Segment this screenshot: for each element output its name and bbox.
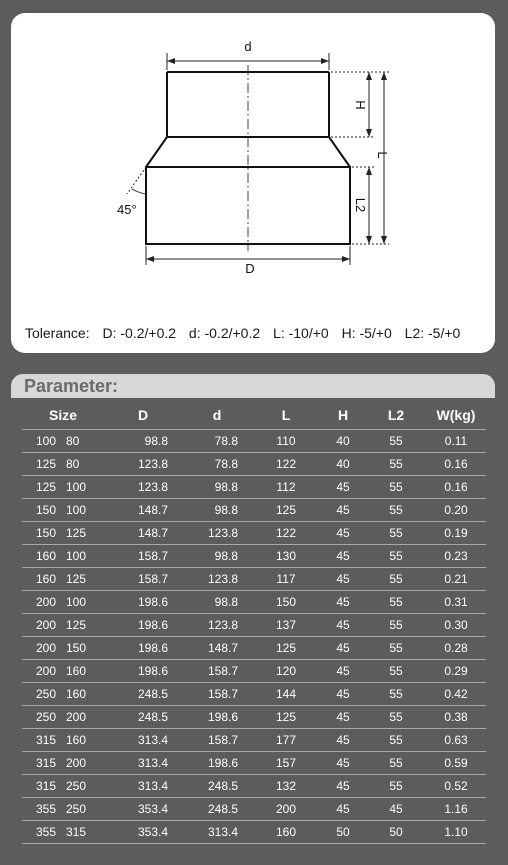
cell-size-small: 125 — [66, 572, 87, 586]
cell-L2: 55 — [366, 752, 426, 775]
cell-size-large: 200 — [36, 595, 57, 609]
parameter-header-bar — [11, 374, 495, 398]
cell-size — [22, 775, 104, 798]
table-row — [22, 660, 486, 683]
cell-L: 160 — [252, 821, 320, 844]
cell-L2: 55 — [366, 499, 426, 522]
cell-size-small: 200 — [66, 710, 87, 724]
cell-d: 98.8 — [182, 476, 252, 499]
table-row — [22, 545, 486, 568]
cell-size-small: 160 — [66, 687, 87, 701]
cell-d: 248.5 — [182, 775, 252, 798]
cell-size — [22, 798, 104, 821]
cell-H: 45 — [320, 522, 366, 545]
table-row — [22, 476, 486, 499]
cell-size-large: 160 — [36, 549, 57, 563]
cell-L: 132 — [252, 775, 320, 798]
cell-d: 98.8 — [182, 545, 252, 568]
cell-D: 313.4 — [104, 775, 182, 798]
cell-size — [22, 706, 104, 729]
cell-L2: 55 — [366, 775, 426, 798]
cell-weight: 0.38 — [426, 706, 486, 729]
cell-size-large: 100 — [36, 434, 57, 448]
cell-size-large: 355 — [36, 802, 57, 816]
cell-L: 125 — [252, 499, 320, 522]
cell-d: 158.7 — [182, 683, 252, 706]
cell-size — [22, 499, 104, 522]
cell-weight: 0.52 — [426, 775, 486, 798]
cell-D: 313.4 — [104, 752, 182, 775]
cell-L: 157 — [252, 752, 320, 775]
cell-L2: 45 — [366, 798, 426, 821]
cell-weight: 0.29 — [426, 660, 486, 683]
cell-size-small: 80 — [66, 457, 80, 471]
cell-H: 45 — [320, 660, 366, 683]
header-d: d — [182, 401, 252, 430]
parameter-table — [22, 401, 486, 844]
cell-size-small: 100 — [66, 549, 87, 563]
tolerance-label: Tolerance: — [25, 325, 90, 341]
cell-weight: 0.20 — [426, 499, 486, 522]
cell-size — [22, 568, 104, 591]
cell-size-large: 200 — [36, 641, 57, 655]
cell-weight: 0.59 — [426, 752, 486, 775]
cell-weight: 0.42 — [426, 683, 486, 706]
table-row — [22, 752, 486, 775]
cell-size-small: 100 — [66, 595, 87, 609]
cell-weight: 0.16 — [426, 476, 486, 499]
cell-D: 148.7 — [104, 499, 182, 522]
cell-H: 45 — [320, 775, 366, 798]
cell-D: 158.7 — [104, 568, 182, 591]
cell-L2: 55 — [366, 591, 426, 614]
cell-d: 158.7 — [182, 660, 252, 683]
cell-L2: 55 — [366, 453, 426, 476]
drawing-card — [11, 13, 495, 353]
cell-H: 40 — [320, 453, 366, 476]
cell-H: 45 — [320, 614, 366, 637]
table-row — [22, 683, 486, 706]
cell-size-small: 125 — [66, 618, 87, 632]
cell-H: 45 — [320, 798, 366, 821]
tolerance-L2: L2: -5/+0 — [404, 325, 461, 341]
cell-L: 122 — [252, 453, 320, 476]
cell-d: 78.8 — [182, 430, 252, 453]
cell-weight: 1.10 — [426, 821, 486, 844]
cell-D: 353.4 — [104, 821, 182, 844]
cell-size-small: 160 — [66, 664, 87, 678]
parameter-title: Parameter: — [24, 376, 119, 396]
cell-L2: 55 — [366, 476, 426, 499]
cell-L2: 55 — [366, 568, 426, 591]
cell-weight: 0.31 — [426, 591, 486, 614]
table-header-row — [22, 401, 486, 430]
cell-size — [22, 430, 104, 453]
cell-L: 120 — [252, 660, 320, 683]
cell-H: 45 — [320, 499, 366, 522]
cell-D: 353.4 — [104, 798, 182, 821]
cell-size-large: 160 — [36, 572, 57, 586]
cell-weight: 0.11 — [426, 430, 486, 453]
label-d: d — [244, 39, 252, 54]
cell-L: 200 — [252, 798, 320, 821]
cell-d: 313.4 — [182, 821, 252, 844]
cell-D: 98.8 — [104, 430, 182, 453]
cell-size — [22, 683, 104, 706]
cell-D: 313.4 — [104, 729, 182, 752]
cell-D: 198.6 — [104, 591, 182, 614]
table-row — [22, 637, 486, 660]
header-H: H — [320, 401, 366, 430]
cell-L: 117 — [252, 568, 320, 591]
cell-H: 45 — [320, 729, 366, 752]
label-L2: L2 — [353, 197, 368, 213]
cell-d: 198.6 — [182, 752, 252, 775]
cell-size — [22, 637, 104, 660]
cell-size — [22, 591, 104, 614]
table-body — [22, 430, 486, 844]
cell-size-large: 200 — [36, 618, 57, 632]
cell-size-large: 315 — [36, 733, 57, 747]
cell-D: 123.8 — [104, 453, 182, 476]
header-D: D — [104, 401, 182, 430]
header-L2: L2 — [366, 401, 426, 430]
cell-weight: 0.30 — [426, 614, 486, 637]
cell-L: 137 — [252, 614, 320, 637]
cell-H: 45 — [320, 476, 366, 499]
reducer-technical-drawing — [11, 13, 495, 353]
tolerance-H: H: -5/+0 — [341, 325, 392, 341]
tolerance-L: L: -10/+0 — [273, 325, 329, 341]
cell-d: 148.7 — [182, 637, 252, 660]
cell-L2: 55 — [366, 729, 426, 752]
tolerance-line — [25, 325, 495, 341]
cell-size-large: 355 — [36, 825, 57, 839]
cell-size-small: 250 — [66, 779, 87, 793]
header-size: Size — [22, 401, 104, 430]
cell-d: 158.7 — [182, 729, 252, 752]
table-row — [22, 729, 486, 752]
cell-size-large: 250 — [36, 687, 57, 701]
cell-L2: 55 — [366, 683, 426, 706]
cell-L: 177 — [252, 729, 320, 752]
cell-size-small: 200 — [66, 756, 87, 770]
cell-size-small: 150 — [66, 641, 87, 655]
cell-D: 148.7 — [104, 522, 182, 545]
table-row — [22, 821, 486, 844]
cell-D: 123.8 — [104, 476, 182, 499]
header-weight: W(kg) — [426, 401, 486, 430]
cell-size-large: 125 — [36, 480, 57, 494]
cell-L: 130 — [252, 545, 320, 568]
cell-L: 125 — [252, 706, 320, 729]
cell-size-large: 150 — [36, 526, 57, 540]
cell-H: 45 — [320, 706, 366, 729]
table-row — [22, 522, 486, 545]
cell-size — [22, 729, 104, 752]
cell-size-small: 315 — [66, 825, 87, 839]
cell-weight: 0.21 — [426, 568, 486, 591]
label-L: L — [375, 151, 390, 159]
cell-D: 198.6 — [104, 637, 182, 660]
cell-size — [22, 522, 104, 545]
cell-size-large: 200 — [36, 664, 57, 678]
cell-size-large: 315 — [36, 779, 57, 793]
table-row — [22, 775, 486, 798]
cell-size-small: 125 — [66, 526, 87, 540]
cell-d: 123.8 — [182, 522, 252, 545]
table-row — [22, 614, 486, 637]
cell-d: 248.5 — [182, 798, 252, 821]
cell-size — [22, 476, 104, 499]
cell-D: 248.5 — [104, 683, 182, 706]
cell-L: 125 — [252, 637, 320, 660]
cell-D: 198.6 — [104, 614, 182, 637]
cell-weight: 0.23 — [426, 545, 486, 568]
cell-d: 123.8 — [182, 568, 252, 591]
cell-d: 198.6 — [182, 706, 252, 729]
table-row — [22, 430, 486, 453]
cell-d: 98.8 — [182, 591, 252, 614]
cell-d: 78.8 — [182, 453, 252, 476]
cell-L2: 55 — [366, 522, 426, 545]
cell-size-large: 150 — [36, 503, 57, 517]
cell-weight: 0.28 — [426, 637, 486, 660]
cell-size — [22, 545, 104, 568]
tolerance-D: D: -0.2/+0.2 — [102, 325, 177, 341]
cell-weight: 1.16 — [426, 798, 486, 821]
cell-size-small: 250 — [66, 802, 87, 816]
table-row — [22, 499, 486, 522]
cell-weight: 0.63 — [426, 729, 486, 752]
cell-H: 45 — [320, 591, 366, 614]
cell-size — [22, 821, 104, 844]
tolerance-d: d: -0.2/+0.2 — [188, 325, 261, 341]
cell-L2: 55 — [366, 660, 426, 683]
label-D: D — [245, 261, 255, 276]
label-H: H — [353, 100, 368, 110]
cell-H: 45 — [320, 683, 366, 706]
cell-L: 144 — [252, 683, 320, 706]
cell-size-small: 100 — [66, 503, 87, 517]
cell-L: 112 — [252, 476, 320, 499]
cell-L2: 55 — [366, 545, 426, 568]
cell-size-small: 160 — [66, 733, 87, 747]
cell-L: 150 — [252, 591, 320, 614]
cell-size — [22, 453, 104, 476]
cell-L2: 55 — [366, 430, 426, 453]
table-row — [22, 798, 486, 821]
cell-L: 110 — [252, 430, 320, 453]
cell-H: 45 — [320, 637, 366, 660]
cell-d: 123.8 — [182, 614, 252, 637]
cell-size — [22, 614, 104, 637]
cell-size — [22, 660, 104, 683]
cell-size — [22, 752, 104, 775]
cell-H: 50 — [320, 821, 366, 844]
cell-d: 98.8 — [182, 499, 252, 522]
table-row — [22, 568, 486, 591]
cell-D: 158.7 — [104, 545, 182, 568]
label-angle: 45° — [117, 202, 137, 217]
header-L: L — [252, 401, 320, 430]
cell-size-large: 250 — [36, 710, 57, 724]
cell-D: 248.5 — [104, 706, 182, 729]
cell-size-small: 100 — [66, 480, 87, 494]
cell-size-small: 80 — [66, 434, 80, 448]
cell-L2: 55 — [366, 706, 426, 729]
cell-H: 45 — [320, 545, 366, 568]
cell-H: 40 — [320, 430, 366, 453]
table-row — [22, 591, 486, 614]
cell-weight: 0.19 — [426, 522, 486, 545]
cell-H: 45 — [320, 568, 366, 591]
cell-size-large: 125 — [36, 457, 57, 471]
cell-D: 198.6 — [104, 660, 182, 683]
cell-L: 122 — [252, 522, 320, 545]
cell-L2: 50 — [366, 821, 426, 844]
cell-L2: 55 — [366, 637, 426, 660]
cell-H: 45 — [320, 752, 366, 775]
table-row — [22, 453, 486, 476]
cell-size-large: 315 — [36, 756, 57, 770]
table-row — [22, 706, 486, 729]
cell-weight: 0.16 — [426, 453, 486, 476]
cell-L2: 55 — [366, 614, 426, 637]
